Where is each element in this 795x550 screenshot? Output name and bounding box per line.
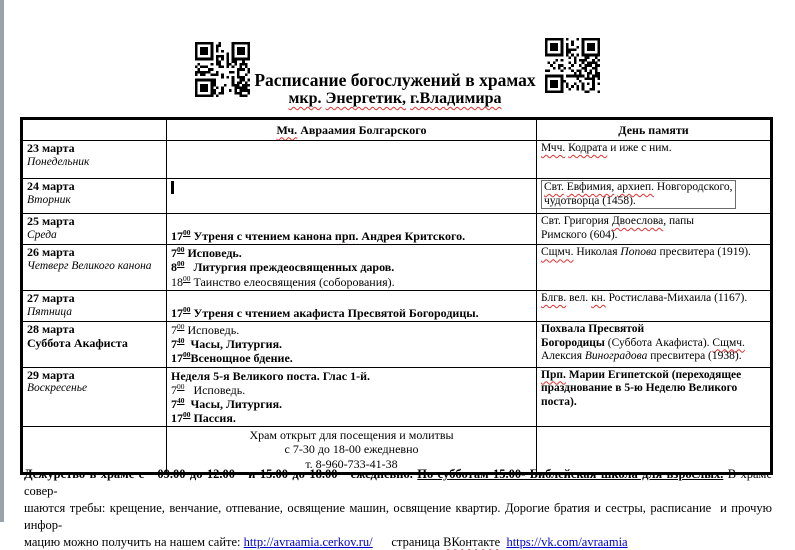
text-run: Литургия преждеосвященных даров. xyxy=(184,260,394,274)
table-header-row xyxy=(22,119,772,141)
text-run: 7 xyxy=(171,337,177,351)
memory-cell[interactable] xyxy=(537,322,772,367)
text-run: 7 xyxy=(171,383,177,397)
text-run: вел. xyxy=(566,292,591,304)
text-run: 17 xyxy=(171,351,183,365)
footer-paragraph xyxy=(24,466,772,550)
text-run: 18 xyxy=(171,275,183,289)
text-run: кн. xyxy=(591,292,606,304)
header-empty-cell[interactable] xyxy=(22,119,167,141)
text-run: Сщмч. xyxy=(712,337,744,349)
service-line xyxy=(171,397,532,411)
text-run xyxy=(171,215,174,229)
text-run: 00 xyxy=(183,410,190,419)
schedule-table-wrap xyxy=(20,117,772,475)
open-hours-line: с 7-30 до 18-00 ежедневно xyxy=(171,442,532,456)
text-run: ВКонтакте xyxy=(443,535,500,549)
text-run: Исповедь. xyxy=(184,246,241,260)
services-cell[interactable] xyxy=(167,141,537,179)
text-run: День памяти xyxy=(618,123,688,137)
service-line xyxy=(171,246,532,260)
date-label: 27 марта xyxy=(27,292,162,306)
text-run: По субботам 15.00- Библейская школа для взрослых. xyxy=(417,467,723,481)
day-label: Среда xyxy=(27,229,162,242)
schedule-table-body xyxy=(22,141,772,474)
text-run: пресвитера (1919). xyxy=(657,246,751,258)
date-label: 29 марта xyxy=(27,369,162,383)
text-run: Исповедь. xyxy=(184,383,245,397)
text-run: чудотворца (1458). xyxy=(544,195,636,207)
text-run: Мчч. xyxy=(541,142,565,154)
text-run: 00 xyxy=(183,274,190,283)
services-cell[interactable] xyxy=(167,179,537,214)
memory-cell[interactable] xyxy=(537,290,772,321)
doc-subtitle xyxy=(20,90,770,108)
title-block xyxy=(20,70,770,109)
service-line xyxy=(171,275,532,289)
document-page xyxy=(4,0,795,522)
memory-cell[interactable] xyxy=(537,179,772,214)
text-run: 17 xyxy=(171,306,183,320)
memory-cell[interactable] xyxy=(537,245,772,290)
service-line xyxy=(171,323,532,337)
text-run: , папы xyxy=(663,215,694,227)
text-run: (Суббота Акафиста). xyxy=(605,337,713,349)
text-run: шаются требы: крещение, венчание, отпевание, освящение машин, освящение квартир. Дорогие братия и сестры, расписание и прочую инфор- xyxy=(24,501,775,532)
day-label: Пятница xyxy=(27,306,162,319)
header-memory-cell[interactable] xyxy=(537,119,772,141)
text-run: архиеп. xyxy=(617,181,654,193)
hyperlink[interactable]: https://vk.com/avraamia xyxy=(506,535,627,549)
table-row xyxy=(22,214,772,245)
text-run: 17 xyxy=(171,411,183,425)
memory-line xyxy=(541,337,766,351)
text-run: мацию можно получить на нашем сайте: xyxy=(24,535,244,549)
text-run: 8 xyxy=(171,260,177,274)
text-run: Евфимия, xyxy=(567,181,615,193)
text-run: Николая xyxy=(573,246,620,258)
date-cell[interactable] xyxy=(22,214,167,245)
day-label: Суббота Акафиста xyxy=(27,337,162,351)
services-cell[interactable] xyxy=(167,322,537,367)
text-run: поста). xyxy=(541,396,577,408)
memory-line xyxy=(541,229,766,243)
text-run: 00 xyxy=(177,245,184,254)
text-run: Всенощное бдение. xyxy=(190,351,292,365)
text-run: 00 xyxy=(177,382,184,391)
date-label: 23 марта xyxy=(27,142,162,156)
services-cell[interactable] xyxy=(167,367,537,427)
memory-line xyxy=(541,323,766,337)
text-run: Утреня с чтением акафиста Пресвятой Богородицы. xyxy=(190,306,478,320)
memory-cell[interactable] xyxy=(537,367,772,427)
text-run: Сщмч. xyxy=(541,246,573,258)
day-label: Четверг Великого канона xyxy=(27,260,162,273)
text-run: 17 xyxy=(171,229,183,243)
text-run: Дежурство в храме с 09.00 до 12.00 и 15.00 до 18.00 ежедневно. xyxy=(24,467,417,481)
memory-line xyxy=(544,195,733,209)
footer-line xyxy=(24,500,772,534)
text-run: Утреня с чтением канона xyxy=(190,229,334,243)
date-cell[interactable] xyxy=(22,322,167,367)
date-cell[interactable] xyxy=(22,245,167,290)
date-label: 25 марта xyxy=(27,215,162,229)
services-cell[interactable] xyxy=(167,245,537,290)
text-run: Свт. xyxy=(544,181,564,193)
text-run: Двоеслова xyxy=(612,215,663,227)
text-run: страница xyxy=(373,535,443,549)
table-row xyxy=(22,322,772,367)
text-run: 00 xyxy=(183,305,190,314)
table-row xyxy=(22,245,772,290)
open-hours-line: т. 8-960-733-41-38 xyxy=(171,457,532,471)
text-run: празднование в 5-ю Неделю Великого xyxy=(541,382,737,394)
text-run: прп xyxy=(335,229,356,243)
date-cell[interactable] xyxy=(22,141,167,179)
memory-line xyxy=(541,382,766,396)
text-run: Марии Египетской (переходящее xyxy=(566,369,741,381)
service-line xyxy=(171,351,532,365)
text-run: Богородицы xyxy=(541,337,605,349)
text-run: Похвала Пресвятой xyxy=(541,323,644,335)
text-run: Свт. Григория xyxy=(541,215,612,227)
day-label: Вторник xyxy=(27,194,162,207)
table-row xyxy=(22,290,772,321)
text-run: г.Владимира xyxy=(410,90,501,107)
text-run: Блгв. xyxy=(541,292,566,304)
table-row xyxy=(22,179,772,214)
text-run: Виноградова xyxy=(585,350,647,362)
text-run: Мч. xyxy=(277,123,298,137)
text-run: 40 xyxy=(177,336,184,345)
boxed-text xyxy=(541,180,736,209)
service-line xyxy=(171,215,532,229)
text-run xyxy=(171,292,174,306)
date-cell[interactable] xyxy=(22,367,167,427)
table-row xyxy=(22,141,772,179)
date-label: 26 марта xyxy=(27,246,162,260)
text-run: Таинство елеосвящения (соборования). xyxy=(190,275,394,289)
memory-line xyxy=(541,350,766,364)
text-run: 00 xyxy=(183,228,190,237)
service-line xyxy=(171,229,532,243)
memory-line xyxy=(541,215,766,229)
footer-line xyxy=(24,534,772,550)
hyperlink[interactable]: http://avraamia.cerkov.ru/ xyxy=(244,535,373,549)
document-header xyxy=(4,0,795,117)
header-church-cell[interactable] xyxy=(167,119,537,141)
service-line xyxy=(171,383,532,397)
text-run: Часы, Литургия. xyxy=(184,397,282,411)
services-cell[interactable] xyxy=(167,214,537,245)
text-run: Энергетик, xyxy=(326,90,407,107)
memory-line xyxy=(544,181,733,195)
text-run: 00 xyxy=(177,322,184,331)
service-line xyxy=(171,337,532,351)
service-line xyxy=(171,292,532,306)
schedule-table xyxy=(20,117,773,475)
service-line xyxy=(171,411,532,425)
text-run: Кодрата xyxy=(568,142,607,154)
date-cell[interactable] xyxy=(22,179,167,214)
memory-line xyxy=(541,246,766,260)
day-label: Воскресенье xyxy=(27,382,162,395)
text-run: Исповедь. xyxy=(184,323,239,337)
date-label: 28 марта xyxy=(27,323,162,337)
text-run: . Андрея Критского. xyxy=(355,229,465,243)
text-run: Новгородского, xyxy=(654,181,732,193)
text-run: Алексия xyxy=(541,350,585,362)
memory-line xyxy=(541,369,766,383)
text-run: Авраамия Болгарского xyxy=(297,123,426,137)
table-row xyxy=(22,367,772,427)
memory-line xyxy=(541,292,766,306)
services-cell[interactable] xyxy=(167,290,537,321)
footer-line xyxy=(24,466,772,500)
memory-cell[interactable] xyxy=(537,214,772,245)
text-run: 00 xyxy=(177,259,184,268)
text-run: 7 xyxy=(171,323,177,337)
memory-line xyxy=(541,396,766,410)
text-run: Неделя 5-я Великого поста. Глас 1-й. xyxy=(171,369,370,383)
text-run: 7 xyxy=(171,397,177,411)
date-cell[interactable] xyxy=(22,290,167,321)
text-run: Ростислава-Михаила (1167). xyxy=(606,292,748,304)
text-run: пресвитера (1938). xyxy=(647,350,741,362)
text-run: Часы, Литургия. xyxy=(184,337,282,351)
text-run: 7 xyxy=(171,246,177,260)
service-line xyxy=(171,260,532,274)
memory-cell[interactable] xyxy=(537,141,772,179)
text-run: мкр. xyxy=(289,90,322,107)
service-line xyxy=(171,369,532,383)
doc-title: Расписание богослужений в храмах xyxy=(20,70,770,90)
text-run: 00 xyxy=(183,350,190,359)
date-label: 24 марта xyxy=(27,180,162,194)
text-run: Римского (604). xyxy=(541,229,618,241)
text-run: Прп. xyxy=(541,369,566,381)
text-cursor xyxy=(171,181,174,194)
text-run: Попова xyxy=(620,246,656,258)
text-run: В храме совер- xyxy=(24,467,775,498)
text-run: и иже с ним. xyxy=(607,142,671,154)
service-line xyxy=(171,306,532,320)
memory-line xyxy=(541,142,766,156)
text-run: Пассия. xyxy=(190,411,235,425)
open-hours-line: Храм открыт для посещения и молитвы xyxy=(171,428,532,442)
text-run: 40 xyxy=(177,396,184,405)
day-label: Понедельник xyxy=(27,156,162,169)
